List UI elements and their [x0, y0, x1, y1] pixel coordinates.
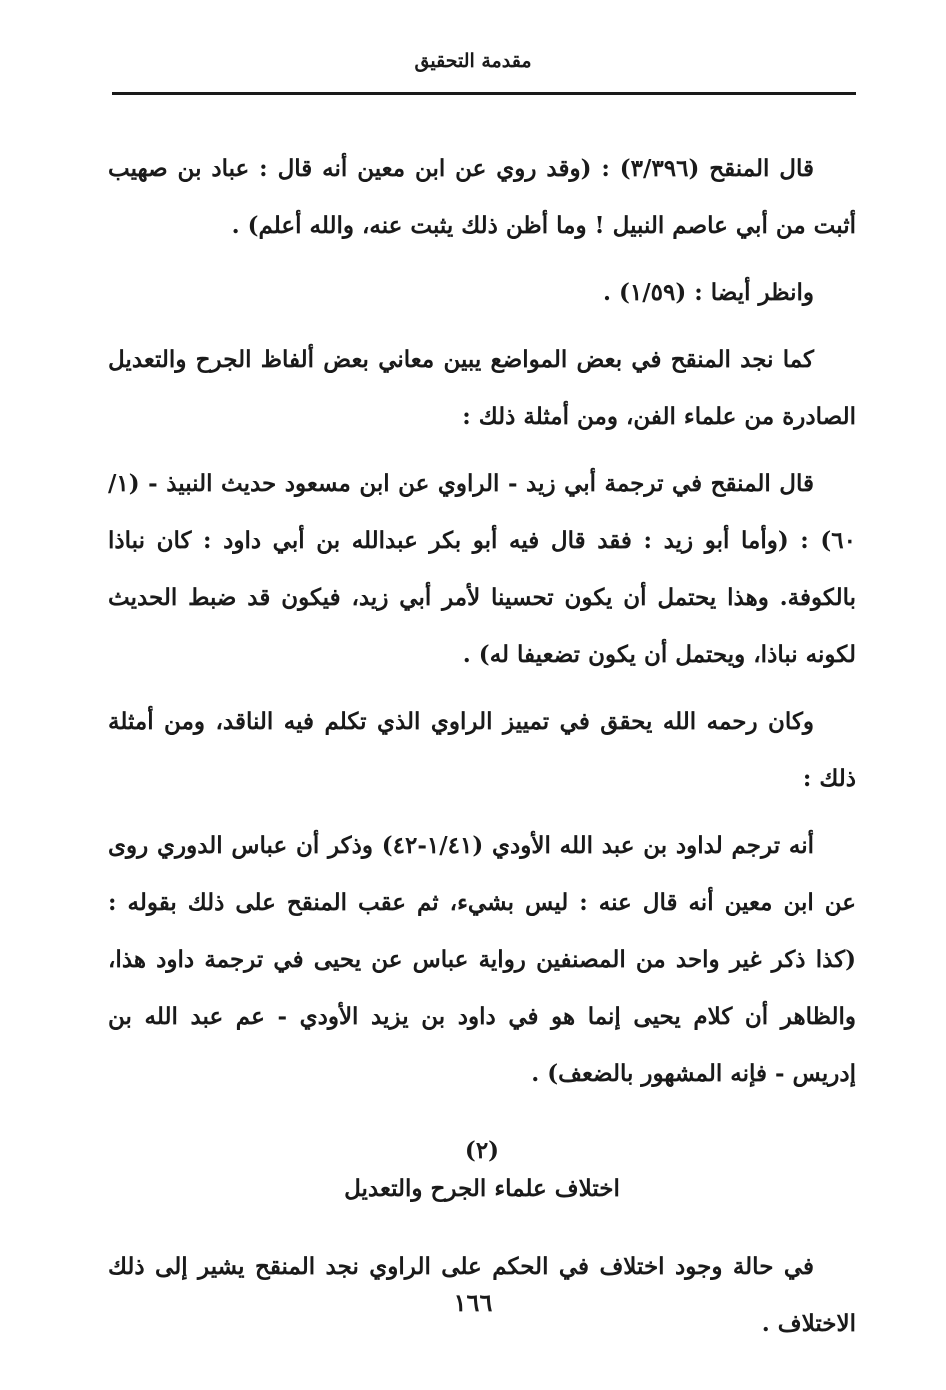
paragraph-3: كما نجد المنقح في بعض المواضع يبين معاني بعض ألفاظ الجرح والتعديل الصادرة من علماء الفن، ومن أمثلة ذلك : — [108, 346, 856, 430]
paragraph-2: وانظر أيضا : (١/٥٩) . — [603, 279, 814, 306]
section-title: اختلاف علماء الجرح والتعديل — [344, 1175, 620, 1202]
paragraph-4: قال المنقح في ترجمة أبي زيد - الراوي عن ابن مسعود حديث النبيذ - (١/ ٦٠) : (وأما أبو زيد : فقد قال فيه أبو بكر عبدالله بن أبي داود : كان نباذا بالكوفة. وهذا يحتمل أن يكون تحسينا لأمر أبي زيد، فيكون قد ضبط الحديث لكونه نباذا، ويحتمل أن يكون تضعيفا له) . — [108, 470, 856, 668]
paragraph-1: قال المنقح (٣/٣٩٦) : (وقد روي عن ابن معين أنه قال : عباد بن صهيب أثبت من أبي عاصم النبيل ! وما أظن ذلك يثبت عنه، والله أعلم) . — [108, 155, 856, 239]
section-number: (٢) — [464, 1137, 500, 1164]
paragraph-6: أنه ترجم لداود بن عبد الله الأودي (١/٤١-٤٢) وذكر أن عباس الدوري روى عن ابن معين أنه قال عنه : ليس بشيء، ثم عقب المنقح على ذلك بقوله : (كذا ذكر غير واحد من المصنفين رواية عباس عن يحيى في ترجمة داود هذا، والظاهر أن كلام يحيى إنما هو في داود بن يزيد الأودي - عم عبد الله بن إدريس - فإنه المشهور بالضعف) . — [108, 832, 856, 1087]
paragraph-7: في حالة وجود اختلاف في الحكم على الراوي نجد المنقح يشير إلى ذلك الاختلاف . — [108, 1253, 856, 1337]
header-rule — [112, 92, 856, 95]
body-text — [108, 140, 856, 1362]
section-heading — [108, 1132, 856, 1208]
page-number: ١٦٦ — [453, 1288, 493, 1317]
paragraph-5: وكان رحمه الله يحقق في تمييز الراوي الذي تكلم فيه الناقد، ومن أمثلة ذلك : — [108, 708, 856, 792]
running-header: مقدمة التحقيق — [414, 50, 532, 72]
